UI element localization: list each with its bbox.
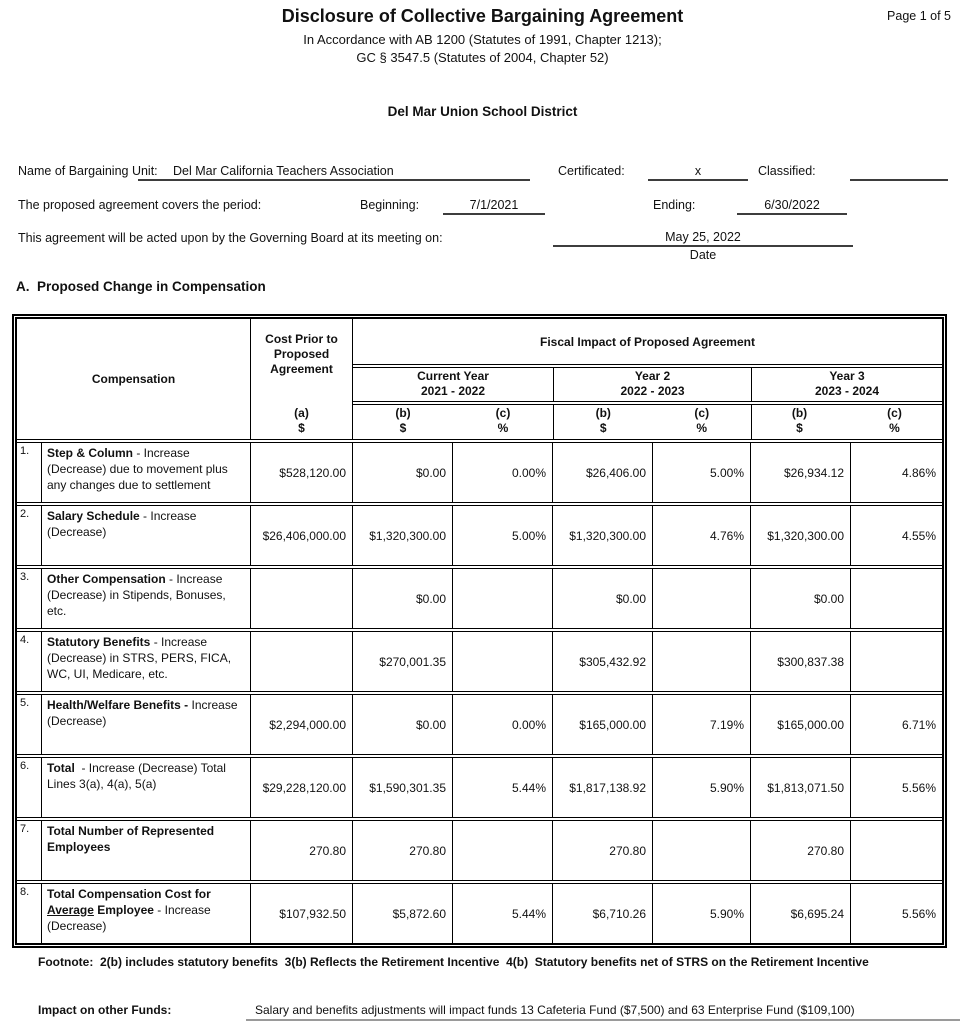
compensation-table: [12, 314, 947, 948]
row-label: Health/Welfare Benefits - Increase (Decrease): [41, 695, 250, 754]
col-a-label: [253, 406, 350, 436]
table-cell: $165,000.00: [552, 695, 652, 754]
beginning-label: Beginning:: [360, 198, 420, 212]
row-number: 4.: [20, 634, 30, 646]
document-subtitle-line2: GC § 3547.5 (Statutes of 2004, Chapter 52): [356, 50, 609, 65]
table-header: [17, 319, 942, 439]
bargaining-unit-field: Del Mar California Teachers Association: [138, 164, 530, 181]
table-cell: $0.00: [552, 569, 652, 628]
row-label: Total - Increase (Decrease) Total Lines 3(a), 4(a), 5(a): [41, 758, 250, 817]
table-cell: 4.86%: [850, 443, 942, 502]
row-number: 6.: [20, 760, 30, 772]
year-group-3: [751, 368, 942, 401]
year-name: Year 3: [829, 369, 865, 383]
year-range: 2023 - 2024: [814, 384, 880, 398]
table-cell: $1,813,071.50: [750, 758, 850, 817]
row-number: 8.: [20, 886, 30, 898]
classified-field: [850, 164, 948, 181]
classified-label: Classified:: [758, 164, 816, 178]
compensation-column-header: Compensation: [91, 372, 176, 386]
board-meeting-date-field: May 25, 2022: [553, 230, 853, 247]
table-row: [17, 628, 942, 691]
ending-date-field: 6/30/2022: [737, 198, 847, 215]
year-range: 2022 - 2023: [620, 384, 685, 398]
table-cell: 270.80: [552, 821, 652, 880]
table-cell: 7.19%: [652, 695, 750, 754]
row-label: Statutory Benefits - Increase (Decrease) in STRS, PERS, FICA, WC, UI, Medicare, etc.: [41, 632, 250, 691]
table-cell: $5,872.60: [352, 884, 452, 943]
table-cell: $0.00: [352, 695, 452, 754]
row-label: Total Compensation Cost for Average Employee - Increase (Decrease): [41, 884, 250, 943]
table-cell: $26,406,000.00: [250, 506, 352, 565]
table-cell: [652, 632, 750, 691]
table-row: [17, 817, 942, 880]
table-cell: $26,406.00: [552, 443, 652, 502]
fiscal-impact-header-group: [352, 319, 942, 439]
date-caption: Date: [689, 248, 717, 262]
board-meeting-label: This agreement will be acted upon by the Governing Board at its meeting on:: [18, 231, 443, 245]
fiscal-impact-title: Fiscal Impact of Proposed Agreement: [540, 334, 755, 349]
table-cell: $0.00: [352, 569, 452, 628]
table-cell: 5.56%: [850, 758, 942, 817]
period-label: The proposed agreement covers the period:: [18, 198, 262, 212]
col-c-label: (c) %: [495, 406, 511, 435]
row-number: 7.: [20, 823, 30, 835]
table-cell: [452, 632, 552, 691]
table-cell: [250, 569, 352, 628]
bc-group-3: [751, 405, 942, 439]
table-cell: 5.90%: [652, 884, 750, 943]
year-name: Year 2: [634, 369, 671, 383]
table-cell: $165,000.00: [750, 695, 850, 754]
year-header-row: [353, 364, 942, 401]
table-cell: 270.80: [352, 821, 452, 880]
table-cell: $270,001.35: [352, 632, 452, 691]
table-cell: $6,710.26: [552, 884, 652, 943]
table-cell: $107,932.50: [250, 884, 352, 943]
page-number: Page 1 of 5: [887, 9, 951, 23]
table-cell: $305,432.92: [552, 632, 652, 691]
table-row: [17, 565, 942, 628]
table-cell: 5.00%: [452, 506, 552, 565]
bc-group-1: [353, 405, 553, 439]
table-cell: 6.71%: [850, 695, 942, 754]
table-cell: $6,695.24: [750, 884, 850, 943]
table-cell: $1,320,300.00: [352, 506, 452, 565]
table-cell: 270.80: [750, 821, 850, 880]
row-number: 2.: [20, 508, 30, 520]
table-cell: [850, 632, 942, 691]
table-cell: $26,934.12: [750, 443, 850, 502]
row-number: 5.: [20, 697, 30, 709]
section-a-title: A. Proposed Change in Compensation: [16, 279, 266, 294]
bc-group-2: [553, 405, 751, 439]
table-cell: $0.00: [750, 569, 850, 628]
table-cell: [652, 569, 750, 628]
table-cell: [452, 569, 552, 628]
col-a-unit: $: [298, 421, 305, 435]
col-c-label: (c) %: [887, 406, 902, 435]
table-cell: $300,837.38: [750, 632, 850, 691]
table-cell: $0.00: [352, 443, 452, 502]
col-a-letter: (a): [294, 406, 309, 420]
table-cell: [652, 821, 750, 880]
ending-label: Ending:: [653, 198, 696, 212]
cost-prior-column-header: [250, 319, 352, 439]
table-row: [17, 880, 942, 943]
table-cell: $29,228,120.00: [250, 758, 352, 817]
table-row: [17, 439, 942, 502]
impact-on-other-funds-text: Salary and benefits adjustments will impact funds 13 Cafeteria Fund ($7,500) and 63 Enterprise Fund ($109,100): [255, 1003, 855, 1017]
bargaining-unit-label: Name of Bargaining Unit:: [18, 164, 158, 178]
row-label: Total Number of Represented Employees: [41, 821, 250, 880]
bottom-rule: [246, 1019, 960, 1021]
table-cell: 5.44%: [452, 758, 552, 817]
cost-prior-label: Cost Prior to Proposed Agreement: [265, 332, 338, 376]
table-cell: 0.00%: [452, 443, 552, 502]
table-row: [17, 502, 942, 565]
table-cell: $1,590,301.35: [352, 758, 452, 817]
year-range: 2021 - 2022: [420, 384, 486, 398]
table-cell: 5.90%: [652, 758, 750, 817]
table-cell: 4.76%: [652, 506, 750, 565]
col-b-label: (b) $: [395, 406, 411, 435]
year-group-2: [553, 368, 751, 401]
col-b-label: (b) $: [595, 406, 611, 435]
table-cell: $1,320,300.00: [750, 506, 850, 565]
table-cell: [850, 569, 942, 628]
bc-header-row: [353, 401, 942, 439]
document-title: Disclosure of Collective Bargaining Agreement: [281, 6, 684, 26]
year-group-current: [353, 368, 553, 401]
table-cell: $528,120.00: [250, 443, 352, 502]
table-cell: 270.80: [250, 821, 352, 880]
col-b-label: (b) $: [791, 406, 808, 435]
table-cell: $1,320,300.00: [552, 506, 652, 565]
table-cell: 5.44%: [452, 884, 552, 943]
row-number: 1.: [20, 445, 30, 457]
table-cell: 5.56%: [850, 884, 942, 943]
table-cell: $1,817,138.92: [552, 758, 652, 817]
certificated-field: x: [648, 164, 748, 181]
table-cell: 0.00%: [452, 695, 552, 754]
table-cell: [250, 632, 352, 691]
district-name: Del Mar Union School District: [387, 104, 578, 119]
table-cell: 4.55%: [850, 506, 942, 565]
table-cell: $2,294,000.00: [250, 695, 352, 754]
row-number: 3.: [20, 571, 30, 583]
row-label: Other Compensation - Increase (Decrease) in Stipends, Bonuses, etc.: [41, 569, 250, 628]
table-row: [17, 691, 942, 754]
year-name: Current Year: [417, 369, 489, 383]
footnote: Footnote: 2(b) includes statutory benefits 3(b) Reflects the Retirement Incentive 4(b) Statutory benefits net of STRS on the Retirement Incentive: [38, 955, 869, 969]
impact-on-other-funds-label: Impact on other Funds:: [38, 1003, 172, 1017]
row-label: Salary Schedule - Increase (Decrease): [41, 506, 250, 565]
col-c-label: (c) %: [694, 406, 710, 435]
table-cell: [452, 821, 552, 880]
certificated-label: Certificated:: [558, 164, 625, 178]
row-label: Step & Column - Increase (Decrease) due to movement plus any changes due to settlement: [41, 443, 250, 502]
document-subtitle-line1: In Accordance with AB 1200 (Statutes of 1991, Chapter 1213);: [303, 32, 662, 47]
table-cell: [850, 821, 942, 880]
table-row: [17, 754, 942, 817]
beginning-date-field: 7/1/2021: [443, 198, 545, 215]
table-cell: 5.00%: [652, 443, 750, 502]
